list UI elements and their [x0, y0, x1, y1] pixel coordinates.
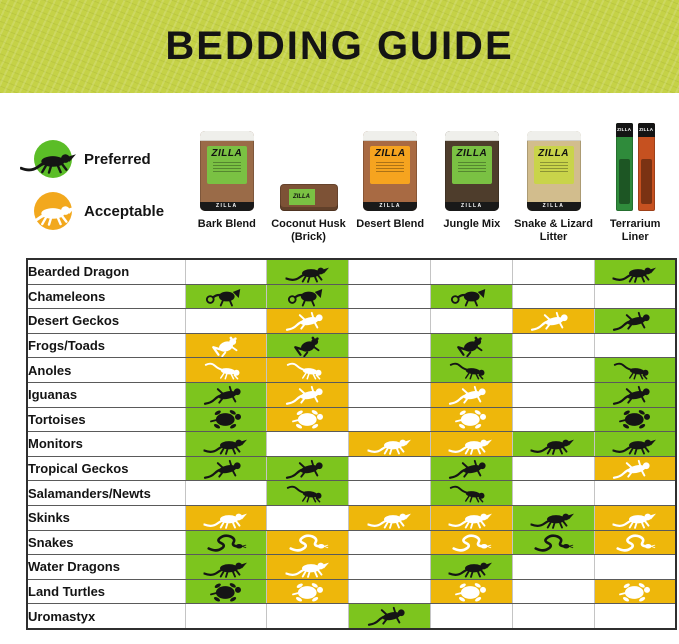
bedding-cell — [594, 530, 676, 555]
table-row-monitors — [27, 432, 676, 457]
bag-footer: ZILLA — [200, 202, 254, 211]
tortoise-icon — [440, 409, 502, 430]
animal-label: Chameleons — [27, 284, 185, 309]
monitor-icon — [604, 434, 666, 455]
bedding-cell — [267, 456, 349, 481]
bedding-cell — [267, 604, 349, 629]
tortoise-icon — [195, 409, 257, 430]
snake-icon — [195, 532, 257, 553]
bag-graphic — [363, 131, 417, 211]
animal-label: Water Dragons — [27, 555, 185, 580]
product-name: Desert Blend — [356, 218, 425, 230]
animal-label: Anoles — [27, 358, 185, 383]
bedding-cell — [594, 407, 676, 432]
bedding-cell — [267, 481, 349, 506]
jungle-mix-package-image — [445, 119, 499, 211]
legend-acceptable — [34, 191, 164, 231]
bedding-cell — [185, 259, 267, 284]
bedding-cell — [430, 481, 512, 506]
bedding-cell — [594, 382, 676, 407]
bedding-cell — [594, 284, 676, 309]
preferred-lizard-icon — [20, 147, 78, 174]
bedding-cell — [594, 333, 676, 358]
table-row-salamanders-newts — [27, 481, 676, 506]
bedding-cell — [185, 432, 267, 457]
bedding-cell — [185, 481, 267, 506]
bedding-cell — [430, 358, 512, 383]
zilla-logo: ZILLA — [374, 148, 406, 159]
table-row-bearded-dragon — [27, 259, 676, 284]
chameleon-icon — [195, 286, 257, 307]
liner-strip — [616, 123, 633, 211]
monitor-icon — [440, 434, 502, 455]
bedding-cell — [512, 604, 594, 629]
acceptable-lizard-icon — [20, 199, 78, 226]
snake-icon — [604, 532, 666, 553]
snake-lizard-litter-package-image — [527, 119, 581, 211]
water-dragon-icon — [440, 557, 502, 578]
bedding-cell — [349, 333, 431, 358]
product-terrarium-liner — [594, 119, 676, 244]
bedding-cell — [430, 604, 512, 629]
bedding-cell — [512, 333, 594, 358]
iguana-icon — [440, 385, 502, 406]
skink-icon — [440, 508, 502, 529]
bedding-cell — [185, 284, 267, 309]
iguana-icon — [195, 385, 257, 406]
bedding-cell — [185, 407, 267, 432]
animal-label: Tropical Geckos — [27, 456, 185, 481]
frog-icon — [195, 336, 257, 357]
bedding-cell — [349, 358, 431, 383]
bedding-cell — [512, 407, 594, 432]
bedding-cell — [267, 530, 349, 555]
tropical-gecko-icon — [195, 459, 257, 480]
bedding-cell — [185, 309, 267, 334]
animal-label: Frogs/Toads — [27, 333, 185, 358]
table-row-tropical-geckos — [27, 456, 676, 481]
bag-seal — [200, 131, 254, 141]
liner-strip — [638, 123, 655, 211]
animal-label: Snakes — [27, 530, 185, 555]
product-name: Snake & Lizard Litter — [514, 218, 593, 244]
anole-icon — [277, 360, 339, 381]
bag-footer: ZILLA — [363, 202, 417, 211]
skink-icon — [522, 508, 584, 529]
animal-label: Land Turtles — [27, 579, 185, 604]
key-and-products-section — [0, 93, 679, 258]
bedding-cell — [185, 604, 267, 629]
bedding-cell — [430, 259, 512, 284]
animal-label: Desert Geckos — [27, 309, 185, 334]
bedding-cell — [594, 579, 676, 604]
skink-icon — [604, 508, 666, 529]
bedding-cell — [349, 604, 431, 629]
product-bark-blend — [186, 119, 268, 244]
table-row-skinks — [27, 505, 676, 530]
bedding-cell — [185, 530, 267, 555]
table-row-iguanas — [27, 382, 676, 407]
bedding-cell — [594, 432, 676, 457]
animal-label: Skinks — [27, 505, 185, 530]
bedding-cell — [185, 555, 267, 580]
snake-icon — [277, 532, 339, 553]
bearded-dragon-icon — [277, 262, 339, 283]
bedding-cell — [430, 456, 512, 481]
bedding-cell — [267, 432, 349, 457]
water-dragon-icon — [277, 557, 339, 578]
animal-label: Bearded Dragon — [27, 259, 185, 284]
product-desert-blend — [349, 119, 431, 244]
page-title: BEDDING GUIDE — [165, 24, 514, 68]
chameleon-icon — [277, 286, 339, 307]
bedding-cell — [267, 579, 349, 604]
bag-graphic — [445, 131, 499, 211]
bedding-cell — [349, 481, 431, 506]
animal-label: Iguanas — [27, 382, 185, 407]
bedding-cell — [267, 284, 349, 309]
iguana-icon — [604, 385, 666, 406]
desert-gecko-icon — [277, 311, 339, 332]
bedding-cell — [594, 456, 676, 481]
bedding-cell — [594, 604, 676, 629]
zilla-label — [534, 146, 574, 184]
zilla-label — [207, 146, 247, 184]
bedding-cell — [185, 333, 267, 358]
bedding-cell — [267, 407, 349, 432]
table-row-anoles — [27, 358, 676, 383]
bedding-cell — [512, 259, 594, 284]
snake-icon — [440, 532, 502, 553]
bedding-cell — [185, 358, 267, 383]
bedding-cell — [430, 382, 512, 407]
bedding-cell — [267, 358, 349, 383]
salamander-icon — [440, 483, 502, 504]
bedding-cell — [349, 432, 431, 457]
land-turtle-icon — [195, 582, 257, 603]
animal-label: Uromastyx — [27, 604, 185, 629]
tropical-gecko-icon — [440, 459, 502, 480]
bedding-cell — [430, 432, 512, 457]
legend-preferred — [34, 139, 164, 179]
bedding-cell — [512, 456, 594, 481]
bag-seal — [445, 131, 499, 141]
product-name: Terrarium Liner — [609, 218, 661, 244]
chameleon-icon — [440, 286, 502, 307]
bedding-cell — [512, 505, 594, 530]
anole-icon — [440, 360, 502, 381]
bedding-cell — [430, 530, 512, 555]
bedding-cell — [594, 358, 676, 383]
bedding-cell — [512, 382, 594, 407]
tropical-gecko-icon — [604, 459, 666, 480]
product-coconut-husk-brick — [268, 119, 350, 244]
product-snake-lizard-litter — [513, 119, 595, 244]
uromastyx-icon — [359, 606, 421, 627]
bedding-cell — [349, 309, 431, 334]
bedding-cell — [594, 259, 676, 284]
table-row-water-dragons — [27, 555, 676, 580]
frog-icon — [440, 336, 502, 357]
desert-blend-package-image — [363, 119, 417, 211]
bedding-cell — [430, 555, 512, 580]
bedding-cell — [185, 505, 267, 530]
bedding-cell — [512, 284, 594, 309]
zilla-logo: ZILLA — [456, 148, 488, 159]
product-headers — [186, 119, 676, 244]
liner-graphic — [616, 123, 655, 211]
table-row-frogs-toads — [27, 333, 676, 358]
bag-footer: ZILLA — [527, 202, 581, 211]
bedding-cell — [430, 407, 512, 432]
bedding-cell — [512, 481, 594, 506]
bedding-cell — [349, 382, 431, 407]
bedding-cell — [349, 284, 431, 309]
desert-gecko-icon — [522, 311, 584, 332]
bedding-cell — [349, 579, 431, 604]
bedding-cell — [430, 579, 512, 604]
water-dragon-icon — [195, 557, 257, 578]
bearded-dragon-icon — [604, 262, 666, 283]
bedding-cell — [430, 309, 512, 334]
bedding-cell — [512, 309, 594, 334]
bedding-cell — [267, 259, 349, 284]
tropical-gecko-icon — [277, 459, 339, 480]
bedding-cell — [349, 530, 431, 555]
coconut-husk-brick-package-image — [280, 119, 338, 211]
bedding-cell — [349, 456, 431, 481]
brick-graphic — [280, 184, 338, 211]
bedding-cell — [512, 358, 594, 383]
tortoise-icon — [604, 409, 666, 430]
land-turtle-icon — [277, 582, 339, 603]
bedding-cell — [594, 309, 676, 334]
product-name: Coconut Husk (Brick) — [271, 218, 346, 244]
frog-icon — [277, 336, 339, 357]
bedding-cell — [512, 579, 594, 604]
bag-graphic — [527, 131, 581, 211]
bedding-table-body — [27, 259, 676, 629]
bedding-cell — [512, 530, 594, 555]
bedding-cell — [185, 456, 267, 481]
bedding-cell — [430, 333, 512, 358]
zilla-logo: ZILLA — [616, 123, 633, 137]
zilla-logo: ZILLA — [538, 148, 569, 159]
preferred-badge — [34, 140, 72, 178]
table-row-land-turtles — [27, 579, 676, 604]
table-row-tortoises — [27, 407, 676, 432]
salamander-icon — [277, 483, 339, 504]
bedding-cell — [267, 333, 349, 358]
iguana-icon — [277, 385, 339, 406]
skink-icon — [359, 508, 421, 529]
bedding-cell — [267, 382, 349, 407]
animal-label: Salamanders/Newts — [27, 481, 185, 506]
animal-label: Monitors — [27, 432, 185, 457]
zilla-logo: ZILLA — [289, 189, 315, 205]
bedding-cell — [594, 555, 676, 580]
zilla-label — [370, 146, 410, 184]
product-name: Jungle Mix — [443, 218, 501, 230]
acceptable-badge — [34, 192, 72, 230]
product-jungle-mix — [431, 119, 513, 244]
bedding-cell — [185, 579, 267, 604]
animal-label: Tortoises — [27, 407, 185, 432]
bedding-cell — [349, 259, 431, 284]
desert-gecko-icon — [604, 311, 666, 332]
title-banner — [0, 0, 679, 93]
table-row-uromastyx — [27, 604, 676, 629]
legend — [34, 139, 164, 243]
bedding-cell — [594, 481, 676, 506]
table-row-snakes — [27, 530, 676, 555]
product-name: Bark Blend — [197, 218, 256, 230]
bedding-table-wrap — [26, 258, 677, 630]
monitor-icon — [195, 434, 257, 455]
bedding-cell — [349, 505, 431, 530]
bark-blend-package-image — [200, 119, 254, 211]
bag-graphic — [200, 131, 254, 211]
bedding-cell — [349, 555, 431, 580]
acceptable-label: Acceptable — [84, 202, 165, 220]
tortoise-icon — [277, 409, 339, 430]
table-row-chameleons — [27, 284, 676, 309]
liner-window — [619, 159, 630, 204]
bag-seal — [363, 131, 417, 141]
bedding-table — [26, 258, 677, 630]
skink-icon — [195, 508, 257, 529]
bag-footer: ZILLA — [445, 202, 499, 211]
table-row-desert-geckos — [27, 309, 676, 334]
bedding-cell — [594, 505, 676, 530]
preferred-label: Preferred — [84, 150, 151, 168]
zilla-logo: ZILLA — [211, 148, 243, 159]
bedding-cell — [267, 309, 349, 334]
zilla-label — [452, 146, 492, 184]
bedding-cell — [185, 382, 267, 407]
anole-icon — [195, 360, 257, 381]
bedding-cell — [512, 432, 594, 457]
terrarium-liner-package-image — [616, 119, 655, 211]
land-turtle-icon — [440, 582, 502, 603]
liner-window — [641, 159, 652, 204]
monitor-icon — [522, 434, 584, 455]
anole-icon — [604, 360, 666, 381]
bedding-cell — [267, 555, 349, 580]
zilla-logo: ZILLA — [638, 123, 655, 137]
bedding-cell — [512, 555, 594, 580]
monitor-icon — [359, 434, 421, 455]
land-turtle-icon — [604, 582, 666, 603]
bedding-cell — [430, 284, 512, 309]
bedding-cell — [430, 505, 512, 530]
bedding-cell — [267, 505, 349, 530]
bag-seal — [527, 131, 581, 141]
snake-icon — [522, 532, 584, 553]
bedding-cell — [349, 407, 431, 432]
